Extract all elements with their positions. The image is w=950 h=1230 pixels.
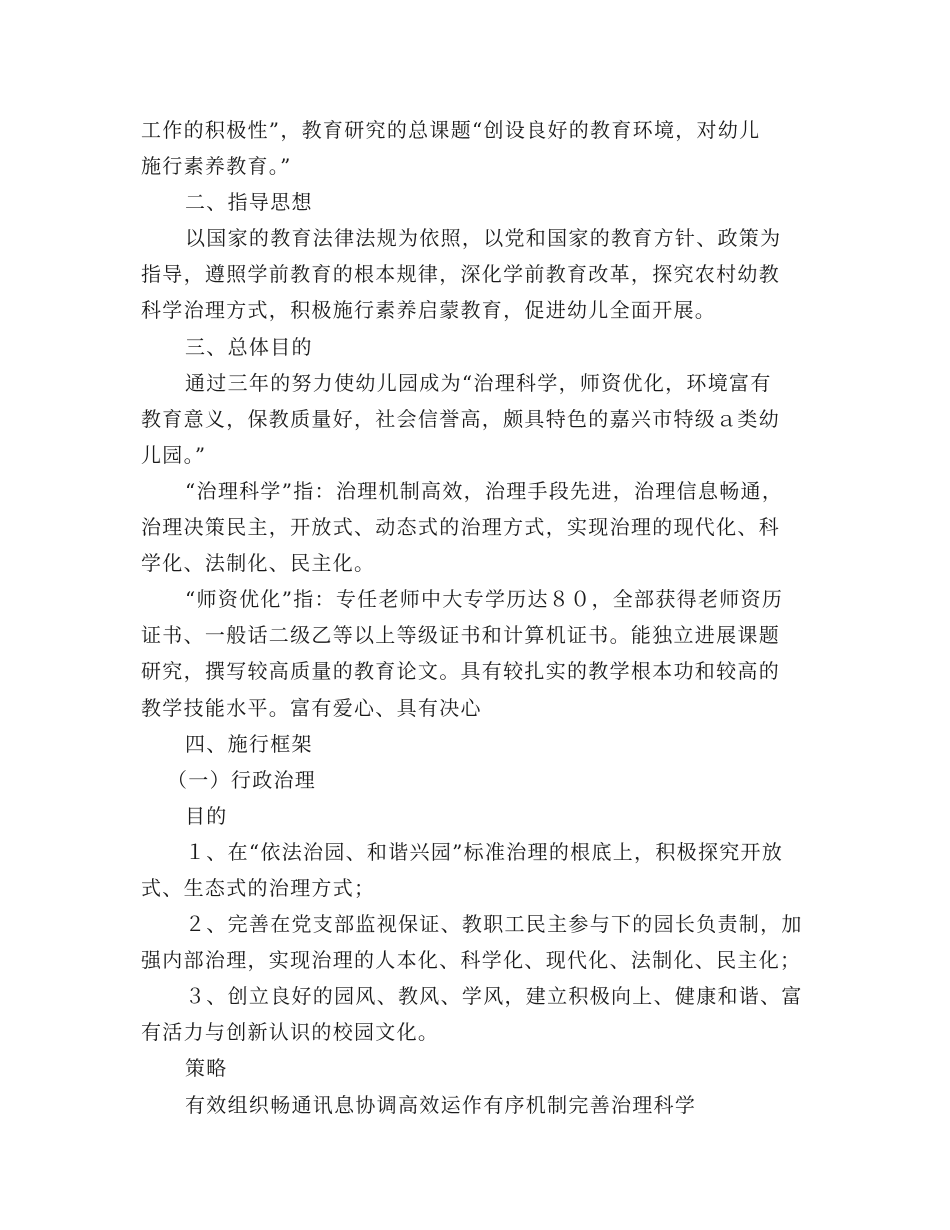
paragraph-line: “治理科学”指：治理机制高效，治理手段先进，治理信息畅通，: [185, 478, 784, 503]
subsection-heading: （一）行政治理: [167, 767, 317, 792]
list-item-line: ３、创立良好的园风、教风、学风，建立积极向上、健康和谐、富: [185, 984, 803, 1009]
paragraph-line: 教学技能水平。富有爱心、具有决心: [141, 695, 482, 720]
paragraph-line: 科学治理方式，积极施行素养启蒙教育，促进幼儿全面开展。: [141, 298, 717, 323]
subheading-strategy: 策略: [185, 1056, 228, 1081]
paragraph-line: 证书、一般话二级乙等以上等级证书和计算机证书。能独立进展课题: [141, 623, 780, 648]
paragraph-line: 学化、法制化、民主化。: [141, 551, 376, 576]
section-heading: 四、施行框架: [185, 731, 313, 756]
paragraph-line: 教育意义，保教质量好，社会信誉高，颇具特色的嘉兴市特级ａ类幼: [141, 406, 780, 431]
section-heading: 二、指导思想: [185, 190, 313, 215]
paragraph-line: 治理决策民主，开放式、动态式的治理方式，实现治理的现代化、科: [141, 515, 780, 540]
paragraph-line: 有效组织畅通讯息协调高效运作有序机制完善治理科学: [185, 1092, 697, 1117]
paragraph-line: 研究，撰写较高质量的教育论文。具有较扎实的教学根本功和较高的: [141, 659, 780, 684]
paragraph-line: 通过三年的努力使幼儿园成为“治理科学，师资优化，环境富有: [185, 370, 772, 395]
document-body: [141, 112, 831, 1123]
section-heading: 三、总体目的: [185, 334, 313, 359]
subheading-goal: 目的: [185, 803, 228, 828]
paragraph-line: 施行素养教育。”: [141, 154, 292, 179]
paragraph-line: 指导，遵照学前教育的根本规律，深化学前教育改革，探究农村幼教: [141, 262, 780, 287]
paragraph-line: 工作的积极性”，教育研究的总课题“创设良好的教育环境，对幼儿: [141, 118, 761, 142]
paragraph-line: “师资优化”指：专任老师中大专学历达８０，全部获得老师资历: [185, 587, 784, 612]
paragraph-line: 以国家的教育法律法规为依照，以党和国家的教育方针、政策为: [185, 226, 782, 251]
list-item-line: １、在“依法治园、和谐兴园”标准治理的根底上，积极探究开放: [185, 839, 784, 864]
list-item-line: 强内部治理，实现治理的人本化、科学化、现代化、法制化、民主化；: [141, 948, 802, 973]
paragraph-line: 儿园。”: [141, 442, 207, 467]
list-item-line: 有活力与创新认识的校园文化。: [141, 1020, 440, 1045]
list-item-line: 式、生态式的治理方式；: [141, 875, 376, 900]
list-item-line: ２、完善在党支部监视保证、教职工民主参与下的园长负责制，加: [185, 912, 803, 937]
